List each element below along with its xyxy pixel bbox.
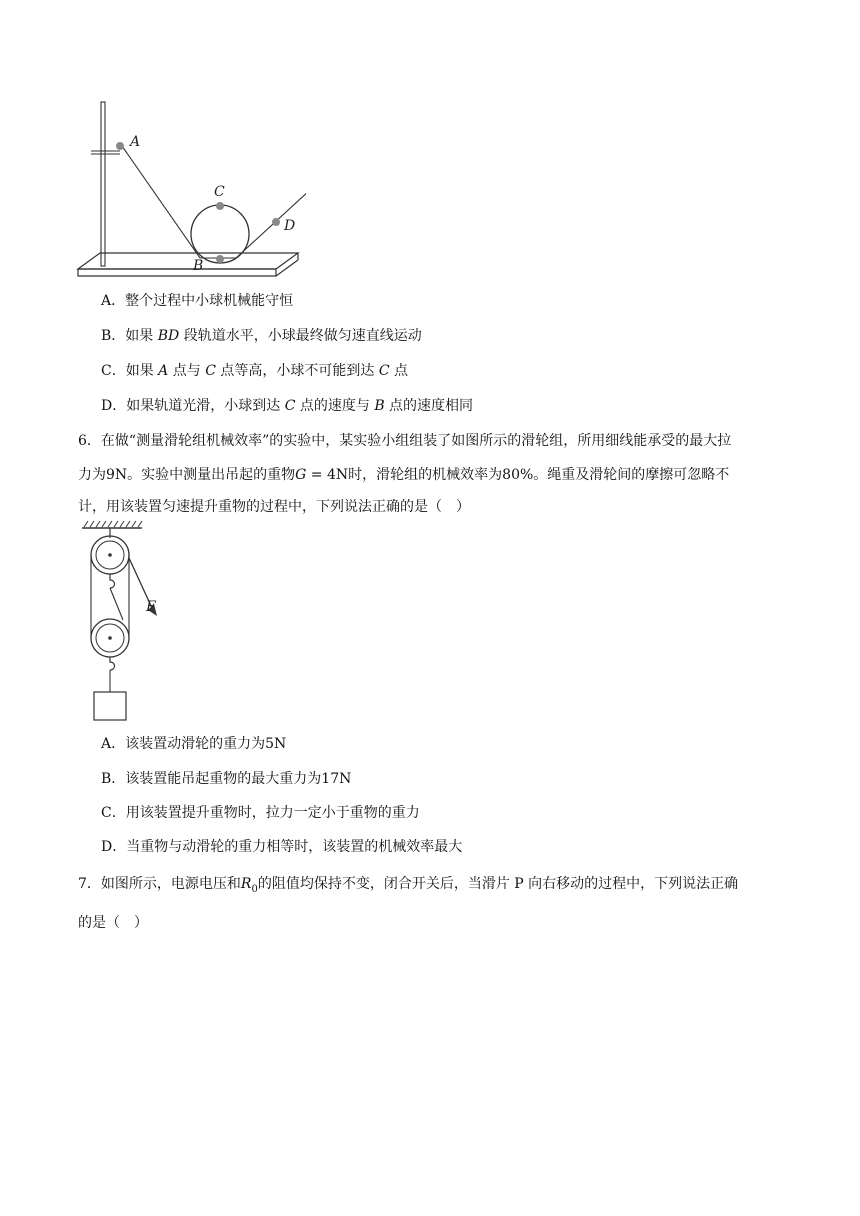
ball-a: [116, 142, 124, 150]
base-board: [78, 253, 298, 269]
q5-option-c: C．如果 A 点与 C 点等高，小球不可能到达 C 点: [101, 363, 408, 379]
q6-option-c: C．用该装置提升重物时，拉力一定小于重物的重力: [101, 805, 420, 821]
label-d: D: [284, 218, 296, 234]
q6-option-a: A．该装置动滑轮的重力为5N: [101, 736, 287, 752]
ball-b: [216, 255, 224, 263]
q6-stem-line2: 力为9N。实验中测量出吊起的重物G = 4N时，滑轮组的机械效率为80%。绳重及滑轮间的摩擦可忽略不: [78, 467, 730, 483]
track-diagram: [76, 98, 306, 282]
ball-c: [216, 202, 224, 210]
ball-d: [272, 218, 280, 226]
q5-option-b: B．如果 BD 段轨道水平，小球最终做匀速直线运动: [101, 328, 422, 344]
q5-option-a: A．整个过程中小球机械能守恒: [101, 293, 294, 309]
q6-option-b: B．该装置能吊起重物的最大重力为17N: [101, 771, 352, 787]
label-c: C: [214, 184, 225, 200]
q6-stem-line3: 计，用该装置匀速提升重物的过程中，下列说法正确的是（ ）: [78, 499, 470, 515]
label-a: A: [130, 134, 141, 150]
weight-block: [94, 692, 126, 720]
q7-stem-line1: 7．如图所示，电源电压和$R_0$的阻值均保持不变，闭合开关后，当滑片 P 向右移动的过程中，下列说法正确: [78, 876, 739, 895]
q6-stem-line1: 6．在做“测量滑轮组机械效率”的实验中，某实验小组组装了如图所示的滑轮组，所用细线能承受的最大拉: [78, 433, 732, 449]
label-b: B: [193, 258, 204, 274]
q7-stem-line2: 的是（ ）: [78, 915, 148, 931]
force-label: F: [146, 599, 156, 615]
pulley-diagram: [78, 520, 168, 726]
stand-pole: [101, 102, 105, 266]
q6-option-d: D．当重物与动滑轮的重力相等时，该装置的机械效率最大: [101, 839, 463, 855]
q5-option-d: D．如果轨道光滑，小球到达 C 点的速度与 B 点的速度相同: [101, 398, 474, 414]
